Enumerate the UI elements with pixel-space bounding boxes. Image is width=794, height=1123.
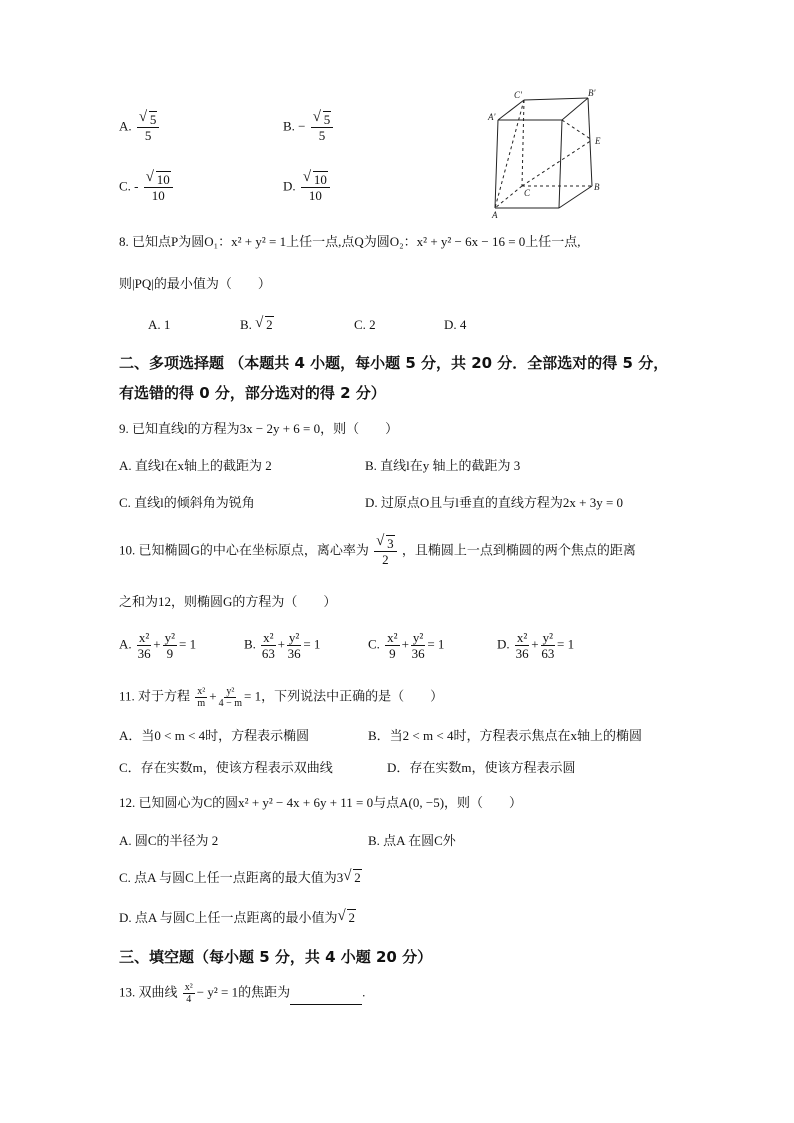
q10-option-b: B. $\frac{\text{x²}}{63}$ + $\frac{\text{y²}}{36}$ = 1 xyxy=(244,630,321,661)
q11-option-b: B．当2 < m < 4时，方程表示焦点在x轴上的椭圆 xyxy=(368,728,642,743)
q10-stem-line1: 10. 已知椭圆G的中心在坐标原点，离心率为 √ $\frac{3}{2}$ ，且椭圆上一点到椭圆的两个焦点的距离 xyxy=(119,536,636,567)
label-a-prime: A' xyxy=(488,112,496,122)
q9-stem: 9. 已知直线l的方程为3x − 2y + 6 = 0，则（ ） xyxy=(119,421,399,436)
q7-option-b: B. − √ $\frac{5}{5}$ xyxy=(283,112,335,143)
q13-answer-blank[interactable] xyxy=(290,990,362,1005)
label-e: E xyxy=(595,136,601,146)
q11-stem: 11. 对于方程 $\frac{\text{x²}}{m}$ + $\frac{\text{y²}}{4 - m}$ = 1，下列说法中正确的是（ ） xyxy=(119,686,444,709)
label-b: B xyxy=(594,182,600,192)
q7-option-c: C. - √ $\frac{10}{10}$ xyxy=(119,172,175,203)
section2-heading-line1: 二、多项选择题 （本题共 4 小题，每小题 5 分，共 20 分．全部选对的得 5 分， xyxy=(119,354,669,372)
q11-option-d: D．存在实数m，使该方程表示圆 xyxy=(387,760,576,775)
q7-a-numerator: 5 xyxy=(149,112,157,127)
q7-option-d: D. √ $\frac{10}{10}$ xyxy=(283,172,332,203)
q12-option-d: D. 点A 与圆C上任一点距离的最小值为√ 2 xyxy=(119,909,356,927)
label-a: A xyxy=(492,210,498,220)
q7-b-denominator: 5 xyxy=(318,128,326,143)
label-c-prime: C' xyxy=(514,90,522,100)
q9-option-d: D. 过原点O且与l垂直的直线方程为2x + 3y = 0 xyxy=(365,495,624,510)
q7-a-denominator: 5 xyxy=(144,128,152,143)
q7-c-numerator: 10 xyxy=(156,172,170,187)
q8-option-a: A. 1 xyxy=(148,317,171,332)
q10-option-a: A. $\frac{\text{x²}}{36}$ + $\frac{\text{y²}}{9}$ = 1 xyxy=(119,630,197,661)
q8-option-d: D. 4 xyxy=(444,317,467,332)
section3-heading: 三、填空题（每小题 5 分，共 4 小题 20 分） xyxy=(119,948,433,966)
q13-stem: 13. 双曲线 $\frac{\text{x²}}{4}$ − y² = 1的焦距为 . xyxy=(119,982,366,1005)
q7-c-denominator: 10 xyxy=(151,188,165,203)
q8-stem-line1: 8. 已知点P为圆O₁：x² + y² = 1上任一点,点Q为圆O₂：x² + y² − 6x − 16 = 0上任一点, xyxy=(119,234,581,249)
q11-option-a: A．当0 < m < 4时，方程表示椭圆 xyxy=(119,728,310,743)
q8-option-c: C. 2 xyxy=(354,317,376,332)
prism-figure xyxy=(484,86,606,220)
q7-d-denominator: 10 xyxy=(308,188,322,203)
q7-b-numerator: 5 xyxy=(323,112,331,127)
q7-d-numerator: 10 xyxy=(313,172,327,187)
q11-option-c: C．存在实数m，使该方程表示双曲线 xyxy=(119,760,333,775)
q9-option-c: C. 直线l的倾斜角为锐角 xyxy=(119,495,255,510)
q9-option-b: B. 直线l在y 轴上的截距为 3 xyxy=(365,458,521,473)
q7-option-a: A. √ $\frac{5}{5}$ xyxy=(119,112,161,143)
label-c: C xyxy=(524,188,531,198)
q10-option-c: C. $\frac{\text{x²}}{9}$ + $\frac{\text{y²}}{36}$ = 1 xyxy=(368,630,445,661)
q12-option-a: A. 圆C的半径为 2 xyxy=(119,833,219,848)
q12-option-c: C. 点A 与圆C上任一点距离的最大值为3√ 2 xyxy=(119,869,362,887)
q9-option-a: A. 直线l在x轴上的截距为 2 xyxy=(119,458,272,473)
q12-stem: 12. 已知圆心为C的圆x² + y² − 4x + 6y + 11 = 0与点A(0, −5)，则（ ） xyxy=(119,795,523,810)
q8-stem-line2: 则|PQ|的最小值为（ ） xyxy=(119,276,271,291)
q8-option-b: B. √ 2 xyxy=(240,316,274,334)
q10-stem-line2: 之和为12，则椭圆G的方程为（ ） xyxy=(119,594,337,609)
q12-option-b: B. 点A 在圆C外 xyxy=(368,833,456,848)
label-b-prime: B' xyxy=(588,88,596,98)
q10-option-d: D. $\frac{\text{x²}}{36}$ + $\frac{\text{y²}}{63}$ = 1 xyxy=(497,630,575,661)
section2-heading-line2: 有选错的得 0 分，部分选对的得 2 分） xyxy=(119,384,386,402)
